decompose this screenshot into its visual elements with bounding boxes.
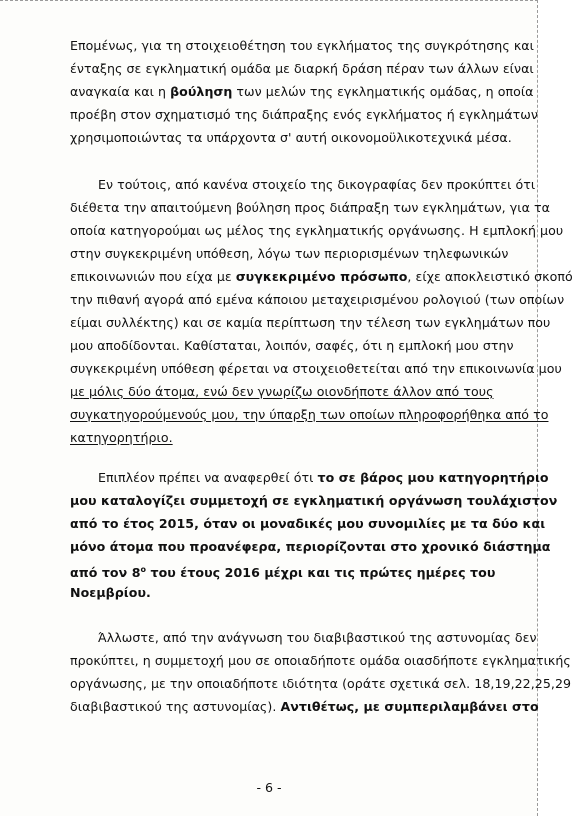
paragraph-3-line-1 — [70, 466, 549, 489]
paragraph-1-line-2: ένταξης σε εγκληματική ομάδα με διαρκή δράση πέραν των άλλων είναι — [70, 61, 534, 76]
paragraph-4-line-3: οργάνωσης, με την οποιαδήποτε ιδιότητα (οράτε σχετικά σελ. 18,19,22,25,29 — [70, 676, 572, 691]
emphasis-bouleusi: βούληση — [170, 84, 233, 99]
paragraph-3-line-6: Νοεμβρίου. — [70, 585, 151, 600]
paragraph-2-line-4: στην συγκεκριμένη υπόθεση, λόγω των περιορισμένων τηλεφωνικών — [70, 246, 509, 261]
paragraph-2 — [70, 173, 573, 449]
paragraph-2-line-1: Εν τούτοις, από κανένα στοιχείο της δικογραφίας δεν προκύπτει ότι — [98, 177, 536, 192]
paragraph-3-line-1-start: Επιπλέον πρέπει να αναφερθεί ότι — [98, 470, 318, 485]
paragraph-1-line-4: προέβη στον σχηματισμό της διάπραξης ενός εγκλήματος ή εγκλημάτων — [70, 107, 538, 122]
paragraph-3 — [70, 466, 558, 604]
paragraph-2-line-2: διέθετα την απαιτούμενη βούληση προς διάπραξη των εγκλημάτων, για τα — [70, 200, 550, 215]
paragraph-3-line-5-start: από τον 8 — [70, 565, 141, 581]
paragraph-3-line-5 — [70, 558, 496, 581]
ordinal-superscript: ο — [140, 565, 147, 574]
paragraph-3-line-2: μου καταλογίζει συμμετοχή σε εγκληματική οργάνωση τουλάχιστον — [70, 493, 558, 508]
paragraph-2-line-6: την πιθανή αγορά από εμένα κάποιου μεταχειρισμένου ρολογιού (των οποίων — [70, 292, 565, 307]
page-number: - 6 - — [256, 780, 282, 795]
paragraph-2-line-10-underlined: με μόλις δύο άτομα, ενώ δεν γνωρίζω οιονδήποτε άλλον από τους — [70, 384, 494, 399]
paragraph-2-line-8: μου αποδίδονται. Καθίσταται, λοιπόν, σαφές, ότι η εμπλοκή μου στην — [70, 338, 514, 353]
paragraph-4-line-4 — [70, 695, 539, 718]
emphasis-on-the-contrary: Αντιθέτως, με συμπεριλαμβάνει στο — [280, 699, 539, 714]
paragraph-3-line-5-end: του έτους 2016 μέχρι και τις πρώτες ημέρες του — [146, 565, 496, 581]
paragraph-2-line-3: οποία κατηγορούμαι ως μέλος της εγκληματικής οργάνωσης. Η εμπλοκή μου — [70, 223, 564, 238]
paragraph-2-line-11-underlined: συγκατηγορούμενούς μου, την ύπαρξη των οποίων πληροφορήθηκα από το — [70, 407, 549, 422]
paragraph-4-line-2: προκύπτει, η συμμετοχή μου σε οποιαδήποτε ομάδα οιασδήποτε εγκληματικής — [70, 653, 571, 668]
paragraph-4-line-1: Άλλωστε, από την ανάγνωση του διαβιβαστικού της αστυνομίας δεν — [98, 630, 537, 645]
scan-top-edge — [0, 0, 538, 7]
paragraph-2-line-5 — [70, 265, 573, 288]
paragraph-4-line-4-start: διαβιβαστικού της αστυνομίας). — [70, 699, 281, 714]
paragraph-2-line-7: είμαι συλλέκτης) και σε καμία περίπτωση την τέλεση των εγκλημάτων που — [70, 315, 551, 330]
emphasis-indictment: το σε βάρος μου κατηγορητήριο — [317, 470, 549, 485]
paragraph-1-line-3 — [70, 80, 534, 103]
paragraph-2-line-9: συγκεκριμένη υπόθεση φέρεται να στοιχειοθετείται από την επικοινωνία μου — [70, 361, 562, 376]
paragraph-1-line-3-end: των μελών της εγκληματικής ομάδας, η οποία — [232, 84, 534, 99]
paragraph-2-line-5-start: επικοινωνιών που είχα με — [70, 269, 236, 284]
emphasis-specific-person: συγκεκριμένο πρόσωπο — [235, 269, 408, 284]
paragraph-2-line-12-underlined: κατηγορητήριο. — [70, 430, 173, 445]
paragraph-1-line-5: χρησιμοποιώντας τα υπάρχοντα σ' αυτή οικονομοϋλικοτεχνικά μέσα. — [70, 130, 512, 145]
paragraph-1-line-3-start: αναγκαία και η — [70, 84, 171, 99]
paragraph-1 — [70, 34, 538, 149]
paragraph-4 — [70, 626, 572, 718]
paragraph-1-line-1: Επομένως, για τη στοιχειοθέτηση του εγκλήματος της συγκρότησης και — [70, 38, 534, 53]
paragraph-3-line-3: από το έτος 2015, όταν οι μοναδικές μου συνομιλίες με τα δύο και — [70, 516, 546, 531]
paragraph-3-line-4: μόνο άτομα που προανέφερα, περιορίζονται στο χρονικό διάστημα — [70, 539, 551, 554]
paragraph-2-line-5-end: , είχε αποκλειστικό σκοπό — [407, 269, 573, 284]
